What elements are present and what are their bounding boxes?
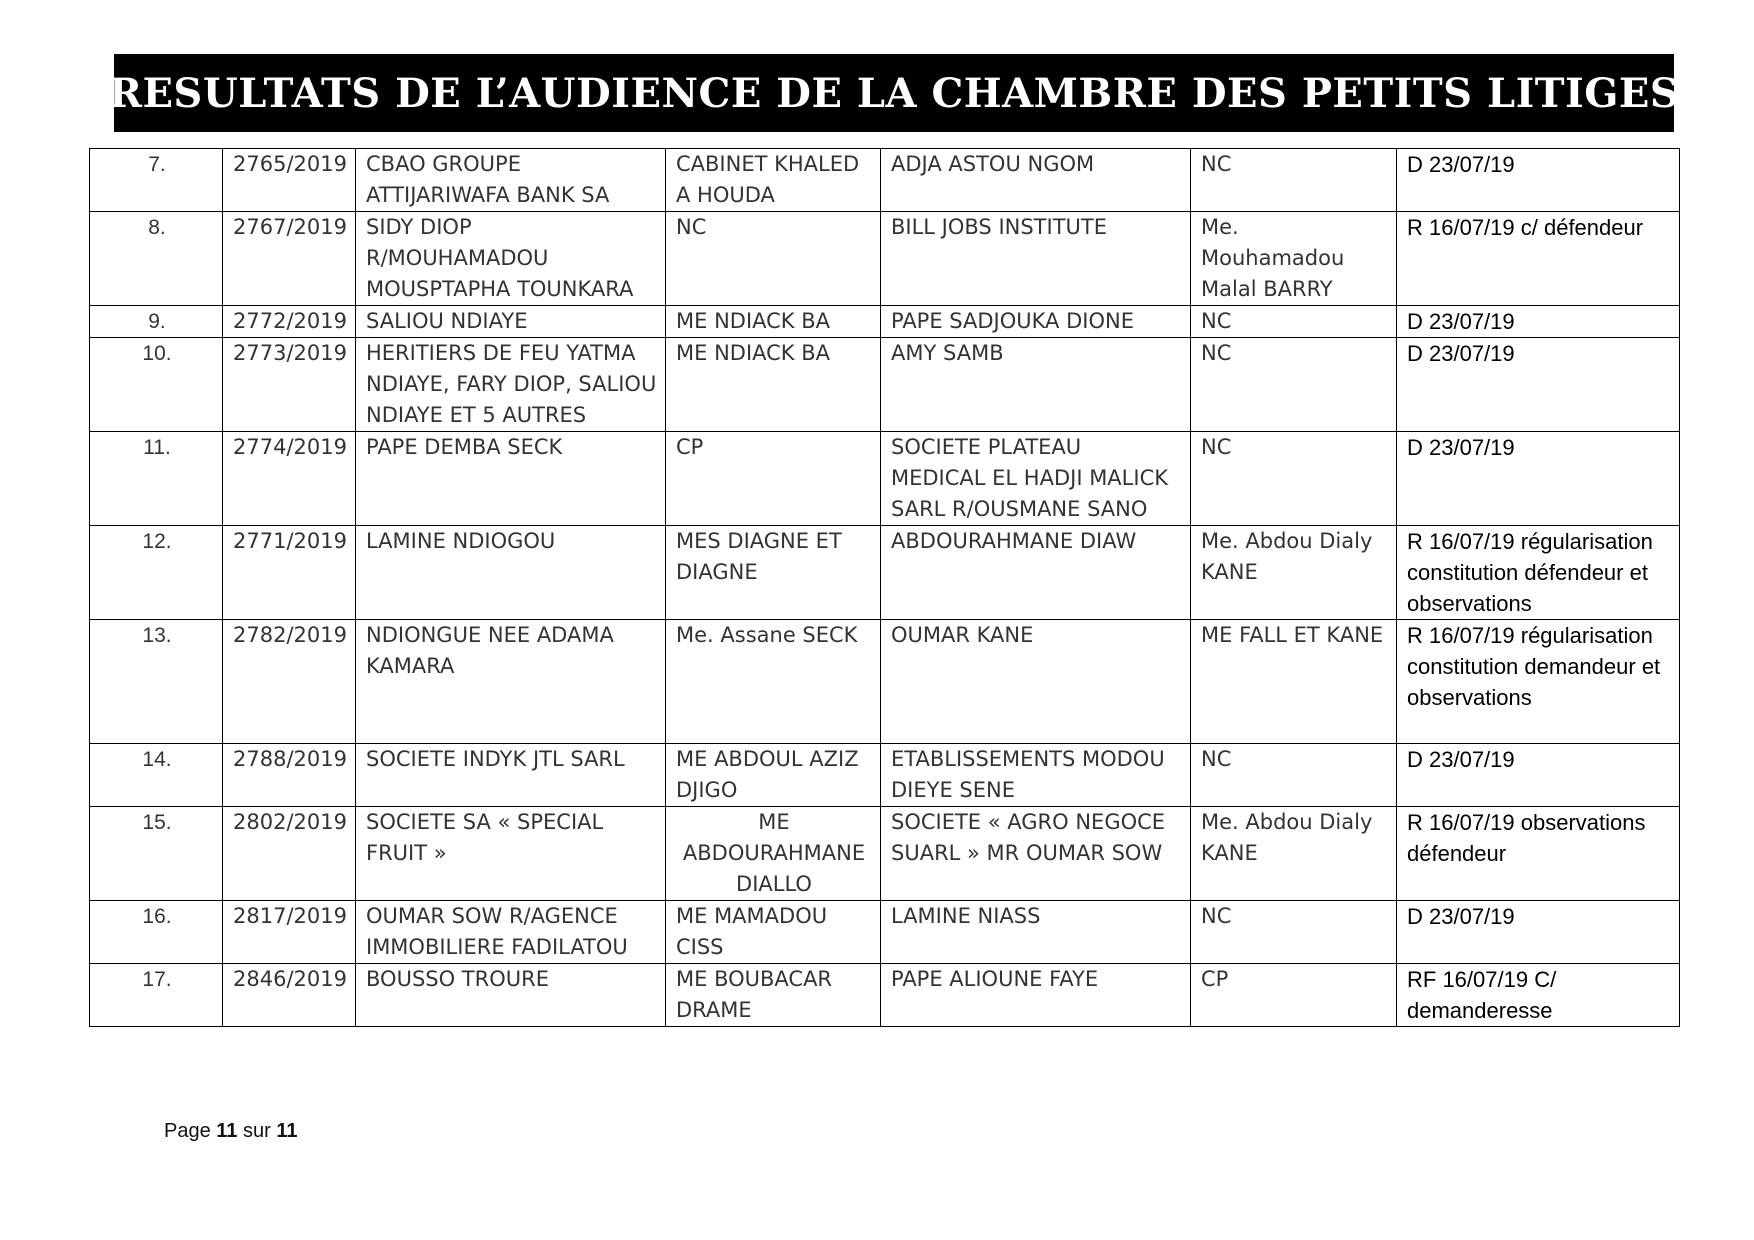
plaintiff: HERITIERS DE FEU YATMA NDIAYE, FARY DIOP, SALIOU NDIAYE ET 5 AUTRES bbox=[356, 338, 666, 432]
defendant-lawyer: Me. Abdou Dialy KANE bbox=[1191, 526, 1397, 620]
plaintiff-lawyer: CP bbox=[666, 432, 881, 526]
defendant: SOCIETE « AGRO NEGOCE SUARL » MR OUMAR SOW bbox=[881, 807, 1191, 901]
row-number: 14. bbox=[90, 744, 223, 807]
page-footer bbox=[164, 1120, 298, 1143]
plaintiff-lawyer: ME NDIACK BA bbox=[666, 306, 881, 338]
table-row bbox=[90, 306, 1680, 338]
defendant: ETABLISSEMENTS MODOU DIEYE SENE bbox=[881, 744, 1191, 807]
plaintiff: SOCIETE INDYK JTL SARL bbox=[356, 744, 666, 807]
plaintiff: OUMAR SOW R/AGENCE IMMOBILIERE FADILATOU bbox=[356, 901, 666, 964]
hearing-result: D 23/07/19 bbox=[1397, 306, 1680, 338]
table-row bbox=[90, 964, 1680, 1027]
page-title: RESULTATS DE L’AUDIENCE DE LA CHAMBRE DES PETITS LITIGES bbox=[108, 69, 1680, 117]
defendant-lawyer: CP bbox=[1191, 964, 1397, 1027]
row-number: 13. bbox=[90, 620, 223, 744]
plaintiff-lawyer: ME MAMADOU CISS bbox=[666, 901, 881, 964]
plaintiff: SALIOU NDIAYE bbox=[356, 306, 666, 338]
defendant: LAMINE NIASS bbox=[881, 901, 1191, 964]
hearing-result: D 23/07/19 bbox=[1397, 432, 1680, 526]
defendant-lawyer: Me. Abdou Dialy KANE bbox=[1191, 807, 1397, 901]
hearing-result: R 16/07/19 c/ défendeur bbox=[1397, 212, 1680, 306]
defendant-lawyer: NC bbox=[1191, 306, 1397, 338]
defendant-lawyer: NC bbox=[1191, 901, 1397, 964]
page-total: 11 bbox=[276, 1120, 298, 1142]
case-reference: 2802/2019 bbox=[223, 807, 356, 901]
defendant: PAPE ALIOUNE FAYE bbox=[881, 964, 1191, 1027]
defendant: SOCIETE PLATEAU MEDICAL EL HADJI MALICK SARL R/OUSMANE SANO bbox=[881, 432, 1191, 526]
hearing-result: D 23/07/19 bbox=[1397, 338, 1680, 432]
plaintiff: SOCIETE SA « SPECIAL FRUIT » bbox=[356, 807, 666, 901]
hearing-result: D 23/07/19 bbox=[1397, 744, 1680, 807]
table-row bbox=[90, 212, 1680, 306]
defendant: BILL JOBS INSTITUTE bbox=[881, 212, 1191, 306]
plaintiff: CBAO GROUPE ATTIJARIWAFA BANK SA bbox=[356, 149, 666, 212]
case-reference: 2765/2019 bbox=[223, 149, 356, 212]
page-label: Page bbox=[164, 1120, 211, 1142]
case-reference: 2788/2019 bbox=[223, 744, 356, 807]
case-reference: 2774/2019 bbox=[223, 432, 356, 526]
row-number: 17. bbox=[90, 964, 223, 1027]
table-row bbox=[90, 526, 1680, 620]
defendant: AMY SAMB bbox=[881, 338, 1191, 432]
hearing-result: D 23/07/19 bbox=[1397, 901, 1680, 964]
table-row bbox=[90, 432, 1680, 526]
row-number: 10. bbox=[90, 338, 223, 432]
row-number: 11. bbox=[90, 432, 223, 526]
defendant: ABDOURAHMANE DIAW bbox=[881, 526, 1191, 620]
defendant: ADJA ASTOU NGOM bbox=[881, 149, 1191, 212]
hearing-results-table bbox=[89, 148, 1680, 1027]
plaintiff-lawyer: MES DIAGNE ET DIAGNE bbox=[666, 526, 881, 620]
plaintiff-lawyer: ME NDIACK BA bbox=[666, 338, 881, 432]
hearing-result: RF 16/07/19 C/ demanderesse bbox=[1397, 964, 1680, 1027]
case-reference: 2771/2019 bbox=[223, 526, 356, 620]
case-reference: 2773/2019 bbox=[223, 338, 356, 432]
plaintiff: LAMINE NDIOGOU bbox=[356, 526, 666, 620]
table-row bbox=[90, 807, 1680, 901]
defendant-lawyer: NC bbox=[1191, 432, 1397, 526]
defendant-lawyer: NC bbox=[1191, 338, 1397, 432]
page-current: 11 bbox=[216, 1120, 238, 1142]
hearing-result: R 16/07/19 régularisation constitution défendeur et observations bbox=[1397, 526, 1680, 620]
table-row bbox=[90, 620, 1680, 744]
defendant-lawyer: NC bbox=[1191, 149, 1397, 212]
header-banner bbox=[108, 54, 1680, 132]
hearing-result: R 16/07/19 observations défendeur bbox=[1397, 807, 1680, 901]
case-reference: 2782/2019 bbox=[223, 620, 356, 744]
hearing-result: R 16/07/19 régularisation constitution demandeur et observations bbox=[1397, 620, 1680, 744]
case-reference: 2767/2019 bbox=[223, 212, 356, 306]
case-reference: 2846/2019 bbox=[223, 964, 356, 1027]
table-row bbox=[90, 338, 1680, 432]
defendant-lawyer: ME FALL ET KANE bbox=[1191, 620, 1397, 744]
defendant: OUMAR KANE bbox=[881, 620, 1191, 744]
hearing-result: D 23/07/19 bbox=[1397, 149, 1680, 212]
plaintiff-lawyer: NC bbox=[666, 212, 881, 306]
row-number: 15. bbox=[90, 807, 223, 901]
defendant: PAPE SADJOUKA DIONE bbox=[881, 306, 1191, 338]
row-number: 9. bbox=[90, 306, 223, 338]
plaintiff-lawyer: ME ABDOUL AZIZ DJIGO bbox=[666, 744, 881, 807]
case-reference: 2772/2019 bbox=[223, 306, 356, 338]
table-row bbox=[90, 901, 1680, 964]
defendant-lawyer: Me. Mouhamadou Malal BARRY bbox=[1191, 212, 1397, 306]
page-of-label: sur bbox=[243, 1120, 271, 1142]
plaintiff-lawyer: ME BOUBACAR DRAME bbox=[666, 964, 881, 1027]
table-row bbox=[90, 744, 1680, 807]
row-number: 16. bbox=[90, 901, 223, 964]
row-number: 12. bbox=[90, 526, 223, 620]
plaintiff: PAPE DEMBA SECK bbox=[356, 432, 666, 526]
plaintiff: BOUSSO TROURE bbox=[356, 964, 666, 1027]
plaintiff: NDIONGUE NEE ADAMA KAMARA bbox=[356, 620, 666, 744]
plaintiff-lawyer: CABINET KHALED A HOUDA bbox=[666, 149, 881, 212]
row-number: 8. bbox=[90, 212, 223, 306]
table-row bbox=[90, 149, 1680, 212]
row-number: 7. bbox=[90, 149, 223, 212]
plaintiff-lawyer: Me. Assane SECK bbox=[666, 620, 881, 744]
case-reference: 2817/2019 bbox=[223, 901, 356, 964]
plaintiff-lawyer: ME ABDOURAHMANE DIALLO bbox=[666, 807, 881, 901]
plaintiff: SIDY DIOP R/MOUHAMADOU MOUSPTAPHA TOUNKARA bbox=[356, 212, 666, 306]
defendant-lawyer: NC bbox=[1191, 744, 1397, 807]
